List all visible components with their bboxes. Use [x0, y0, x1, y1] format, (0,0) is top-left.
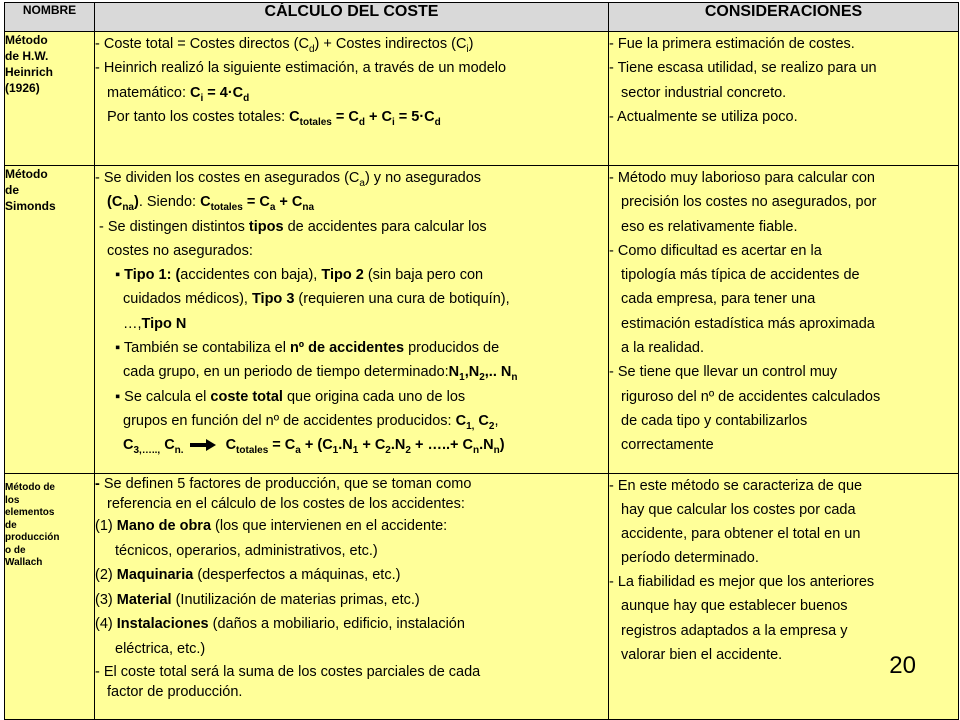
- calc-line: - Coste total = Costes directos $(C_d)$ + Costes indirectos $(C_i)$: [95, 36, 474, 55]
- page-number: 20: [889, 652, 916, 679]
- cost-methods-table: [4, 2, 959, 720]
- header-calculo: CÁLCULO DEL COSTE: [95, 3, 609, 32]
- calc-line: matemático: $C_i = 4\cdot C_d$: [107, 84, 250, 104]
- right-arrow-icon: [190, 439, 216, 451]
- calc-heinrich: [95, 32, 609, 166]
- header-nombre: NOMBRE: [5, 3, 95, 32]
- row-simonds: [5, 166, 959, 474]
- cons-heinrich: - Fue la primera estimación de costes. - Tiene escasa utilidad, se realizo para un sector industrial concreto. - Actualmente se utiliza poco.: [609, 32, 959, 166]
- calc-simonds: - Se dividen los costes en asegurados $(C_a)$ y no asegurados $(C_{na})$. Siendo: $C_{totales} = C_a + C_{na}$ - Se distingen distintos tipos de accidentes para calcular los costes no asegurados: ▪ Tipo 1: (accidentes con baja), Tipo 2 (sin baja pero con cuidados médicos), Tipo 3 (requieren una cura de botiquín), …,Tipo N ▪ También se contabiliza el nº de accidentes producidos de cada grupo, en un periodo de tiempo $determinado:N_1,N_2$,.. $N_n$ ▪ Se calcula el coste total que origina cada uno de los grupos en función del nº de accidentes producidos: $C_{1,}$ $C_2$, $C_{3,\dots..,}$ $C_{n.}$ $C_{totales} = C_a + (C_1.N_1 + C_2.N_2$ + …..+ $C_n.N_n$): [95, 166, 609, 474]
- cons-wallach: - En este método se caracteriza de que hay que calcular los costes por cada accidente, para obtener el total en un período determinado. - La fiabilidad es mejor que los anteriores aunque hay que establecer buenos registros adaptados a la empresa y valorar bien el accidente.: [609, 474, 959, 720]
- row-heinrich: [5, 32, 959, 166]
- header-row: [5, 3, 959, 32]
- method-name-wallach: Método de los elementos de producción o de Wallach: [5, 474, 95, 720]
- cons-simonds: - Método muy laborioso para calcular con precisión los costes no asegurados, por eso es relativamente fiable. - Como dificultad es acertar en la tipología más típica de accidentes de cada empresa, para tener una estimación estadística más aproximada a la realidad. - Se tiene que llevar un control muy riguroso del nº de accidentes calculados de cada tipo y contabilizarlos correctamente: [609, 166, 959, 474]
- calc-line: - Heinrich realizó la siguiente estimación, a través de un modelo: [95, 60, 507, 77]
- method-name-simonds: Método de Simonds: [5, 166, 95, 474]
- calc-line: Por tanto los costes totales: $C_{totales} = C_d + C_i = 5\cdot C_d$: [107, 108, 441, 128]
- calc-wallach: - Se definen 5 factores de producción, que se toman como referencia en el cálculo de los costes de los accidentes: (1) Mano de obra (los que intervienen en el accidente: técnicos, operarios, administrativos, etc.) (2) Maquinaria (desperfectos a máquinas, etc.) (3) Material (Inutilización de materias primas, etc.) (4) Instalaciones (daños a mobiliario, edificio, instalación eléctrica, etc.) - El coste total será la suma de los costes parciales de cada factor de producción.: [95, 474, 609, 720]
- method-name-heinrich: Método de H.W. Heinrich (1926): [5, 32, 95, 166]
- header-consideraciones: CONSIDERACIONES: [609, 3, 959, 32]
- row-wallach: [5, 474, 959, 720]
